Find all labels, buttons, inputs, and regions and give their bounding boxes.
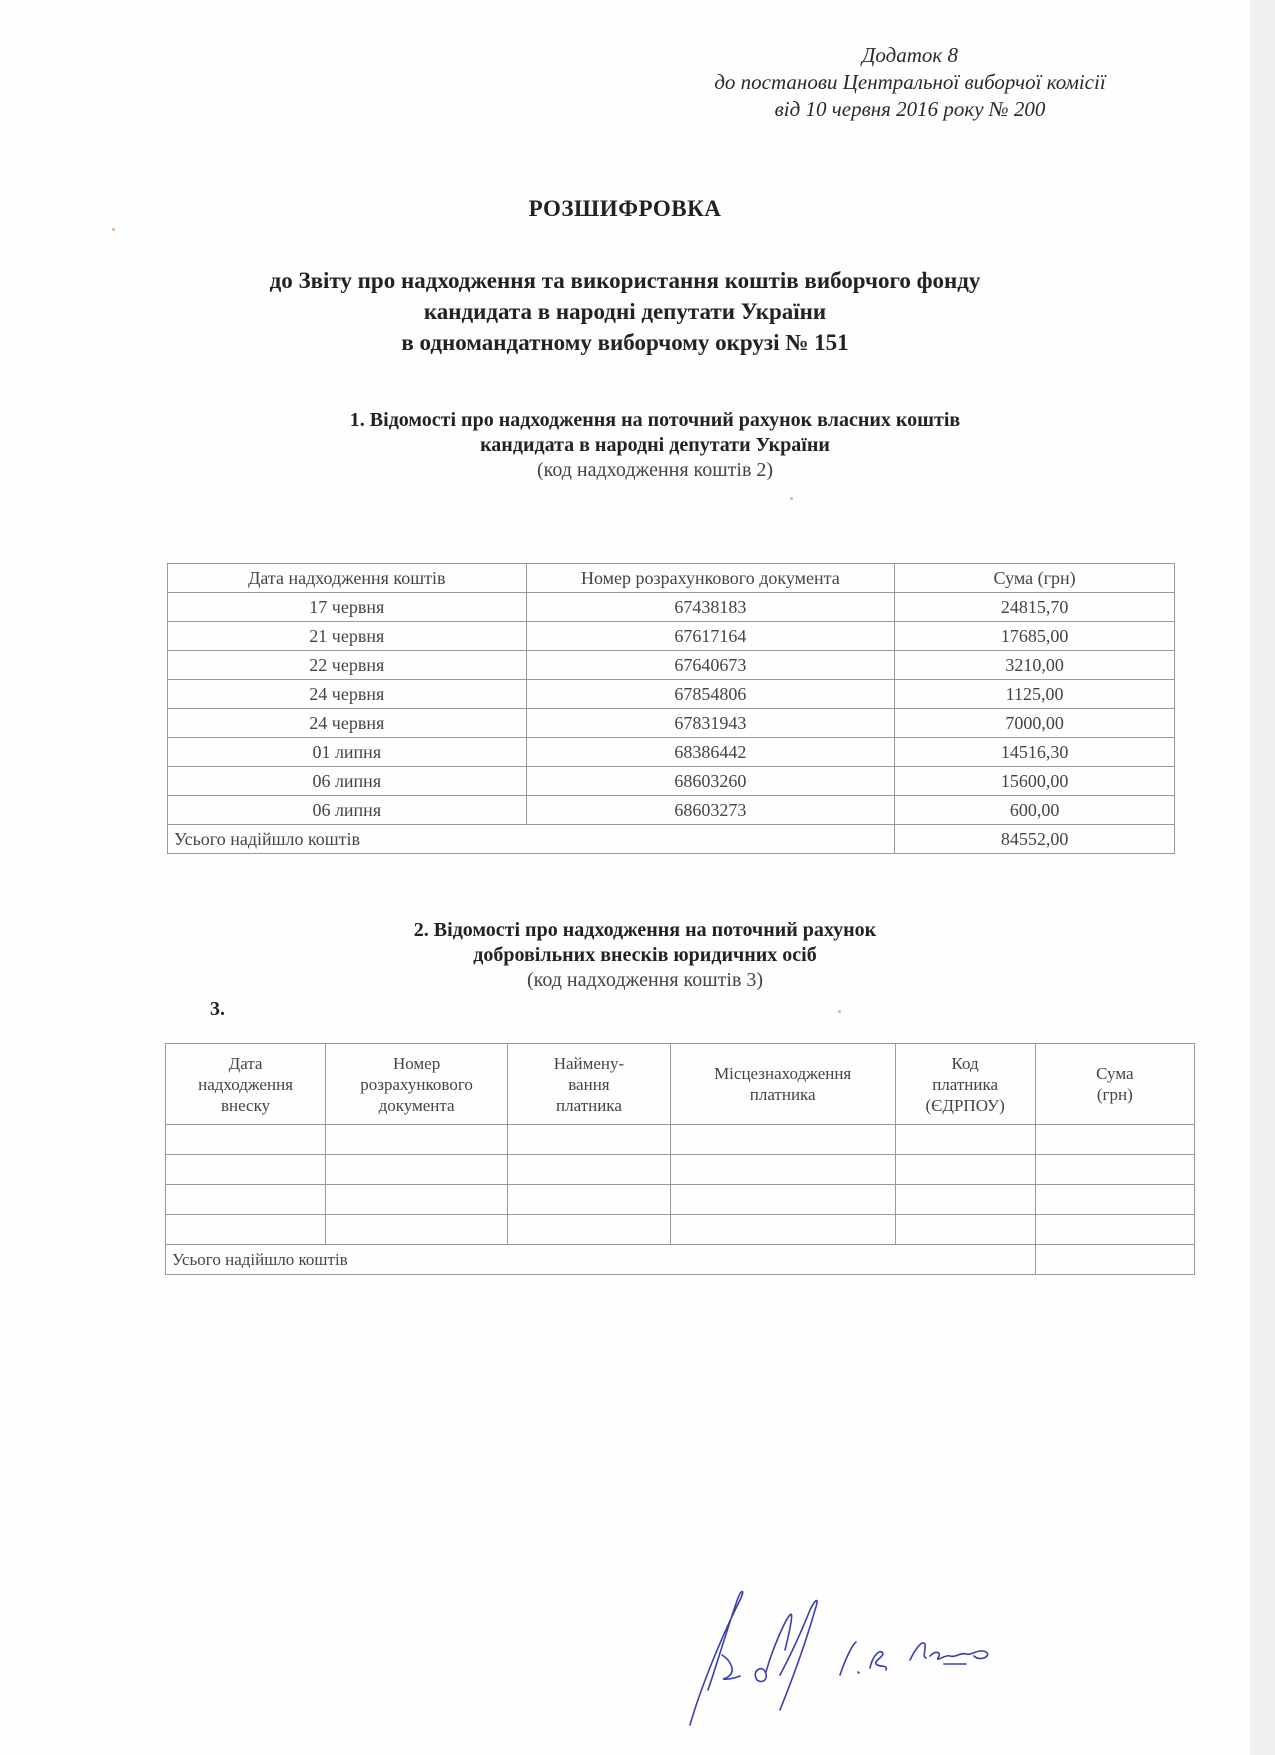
empty-cell: [508, 1125, 671, 1155]
cell-sum: 7000,00: [895, 709, 1175, 738]
cell-document-number: 67831943: [526, 709, 895, 738]
table-row: [168, 622, 1175, 651]
cell-date: 06 липня: [168, 796, 527, 825]
section-1-code: (код надходження коштів 2): [536, 459, 774, 481]
scan-speck: [790, 497, 793, 500]
empty-cell: [670, 1125, 895, 1155]
cell-sum: 1125,00: [895, 680, 1175, 709]
cell-document-number: 68386442: [526, 738, 895, 767]
empty-cell: [670, 1215, 895, 1245]
empty-cell: [508, 1215, 671, 1245]
empty-cell: [166, 1125, 326, 1155]
empty-cell: [326, 1215, 508, 1245]
header-contribution-date: Дата надходження внеску: [166, 1044, 326, 1125]
table-header-row: [166, 1044, 1195, 1125]
header-sum: Сума (грн): [1035, 1044, 1194, 1125]
item-number-3: 3.: [210, 998, 225, 1020]
empty-cell: [166, 1155, 326, 1185]
signature-stroke: [858, 1672, 859, 1673]
cell-sum: 24815,70: [895, 593, 1175, 622]
cell-document-number: 68603260: [526, 767, 895, 796]
header-payer-name: Наймену- вання платника: [508, 1044, 671, 1125]
header-document-number: Номер розрахункового документа: [526, 564, 895, 593]
signature-stroke: [690, 1591, 743, 1725]
empty-cell: [326, 1125, 508, 1155]
signature-stroke: [910, 1643, 988, 1660]
header-payer-code: Код платника (ЄДРПОУ): [895, 1044, 1035, 1125]
empty-cell: [1035, 1215, 1194, 1245]
table-row: [168, 709, 1175, 738]
legal-entities-table: [165, 1043, 1195, 1275]
subtitle-line-2: кандидата в народні депутати України: [423, 299, 827, 324]
table-row: [166, 1215, 1195, 1245]
total-value: 84552,00: [895, 825, 1175, 854]
scan-edge: [1250, 0, 1275, 1755]
header-document-number: Номер розрахункового документа: [326, 1044, 508, 1125]
section-2-line-2: добровільних внесків юридичних осіб: [473, 944, 817, 966]
cell-sum: 14516,30: [895, 738, 1175, 767]
empty-cell: [895, 1185, 1035, 1215]
table-row: [166, 1155, 1195, 1185]
cell-date: 24 червня: [168, 680, 527, 709]
empty-cell: [326, 1185, 508, 1215]
appendix-line-1: Додаток 8: [862, 43, 958, 67]
signature-stroke: [870, 1652, 886, 1670]
total-value: [1035, 1245, 1194, 1275]
header-sum: Сума (грн): [895, 564, 1175, 593]
table-row: [166, 1125, 1195, 1155]
cell-date: 06 липня: [168, 767, 527, 796]
cell-document-number: 68603273: [526, 796, 895, 825]
cell-date: 17 червня: [168, 593, 527, 622]
document-subtitle: [0, 265, 1250, 358]
subtitle-line-3: в одномандатному виборчому окрузі № 151: [401, 330, 849, 355]
section-1-line-2: кандидата в народні депутати України: [480, 434, 830, 456]
empty-cell: [895, 1155, 1035, 1185]
table-header-row: [168, 564, 1175, 593]
table-row: [168, 651, 1175, 680]
cell-sum: 3210,00: [895, 651, 1175, 680]
cell-document-number: 67640673: [526, 651, 895, 680]
cell-date: 01 липня: [168, 738, 527, 767]
empty-cell: [508, 1155, 671, 1185]
table-row: [168, 680, 1175, 709]
own-funds-table: [167, 563, 1175, 854]
signature-stroke: [780, 1601, 817, 1710]
empty-cell: [895, 1125, 1035, 1155]
cell-sum: 15600,00: [895, 767, 1175, 796]
appendix-note: [640, 42, 1180, 123]
section-2-code: (код надходження коштів 3): [526, 969, 764, 991]
table-row: [168, 767, 1175, 796]
total-row: [166, 1245, 1195, 1275]
cell-document-number: 67617164: [526, 622, 895, 651]
table-row: [166, 1185, 1195, 1215]
header-date: Дата надходження коштів: [168, 564, 527, 593]
signature-stroke: [722, 1655, 740, 1679]
empty-cell: [1035, 1185, 1194, 1215]
section-1-heading: [0, 408, 1250, 483]
document-title: РОЗШИФРОВКА: [528, 196, 722, 221]
signature: [660, 1560, 1080, 1730]
empty-cell: [166, 1185, 326, 1215]
scan-speck: [112, 228, 115, 231]
subtitle-line-1: до Звіту про надходження та використання коштів виборчого фонду: [269, 268, 981, 293]
cell-date: 21 червня: [168, 622, 527, 651]
cell-sum: 600,00: [895, 796, 1175, 825]
empty-cell: [166, 1215, 326, 1245]
empty-cell: [326, 1155, 508, 1185]
table-row: [168, 796, 1175, 825]
scan-speck: [838, 1010, 841, 1013]
empty-cell: [508, 1185, 671, 1215]
total-label: Усього надійшло коштів: [168, 825, 895, 854]
empty-cell: [895, 1215, 1035, 1245]
table-row: [168, 593, 1175, 622]
signature-stroke: [755, 1614, 791, 1681]
cell-date: 24 червня: [168, 709, 527, 738]
total-row: [168, 825, 1175, 854]
cell-date: 22 червня: [168, 651, 527, 680]
cell-document-number: 67438183: [526, 593, 895, 622]
total-label: Усього надійшло коштів: [166, 1245, 1036, 1275]
cell-document-number: 67854806: [526, 680, 895, 709]
section-1-line-1: 1. Відомості про надходження на поточний рахунок власних коштів: [349, 409, 961, 431]
signature-stroke: [840, 1642, 856, 1675]
empty-cell: [1035, 1155, 1194, 1185]
empty-cell: [670, 1185, 895, 1215]
header-payer-location: Місцезнаходження платника: [670, 1044, 895, 1125]
section-2-heading: [0, 918, 1250, 993]
appendix-line-2: до постанови Центральної виборчої комісії: [714, 70, 1106, 94]
table-row: [168, 738, 1175, 767]
cell-sum: 17685,00: [895, 622, 1175, 651]
empty-cell: [670, 1155, 895, 1185]
section-2-line-1: 2. Відомості про надходження на поточний рахунок: [413, 919, 877, 941]
appendix-line-3: від 10 червня 2016 року № 200: [774, 97, 1046, 121]
empty-cell: [1035, 1125, 1194, 1155]
